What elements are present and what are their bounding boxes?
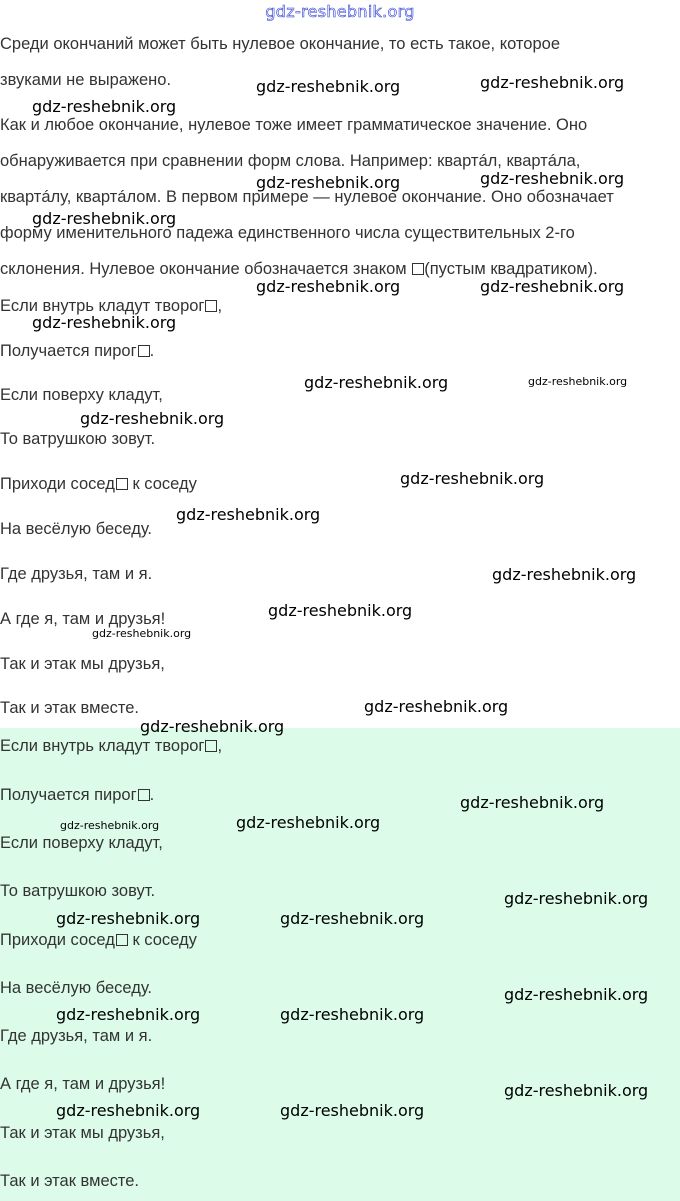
watermark-text: gdz-reshebnik.org: [268, 601, 413, 620]
poem-line: [0, 784, 154, 806]
poem-line-text: Если внутрь кладут творог: [0, 297, 205, 315]
poem-line: [0, 1170, 139, 1192]
null-ending-square-icon: [138, 789, 150, 801]
watermark-text: gdz-reshebnik.org: [56, 1101, 201, 1120]
watermark-text: gdz-reshebnik.org: [80, 409, 225, 428]
watermark-text: gdz-reshebnik.org: [60, 819, 160, 832]
intro-line: звуками не выражено.: [0, 71, 172, 89]
main-line: квартáлу, квартáлом. В первом примере — нулевое окончание. Оно обозначает: [0, 188, 614, 206]
intro-line: Среди окончаний может быть нулевое окончание, то есть такое, которое: [0, 35, 561, 53]
poem-line-after: к соседу: [127, 475, 197, 493]
poem-line: [0, 929, 197, 951]
poem-line-text: Где друзья, там и я.: [0, 565, 153, 583]
poem-line-text: То ватрушкою зовут.: [0, 882, 156, 900]
poem-line-after: ,: [217, 297, 223, 315]
watermark-text: gdz-reshebnik.org: [480, 169, 625, 188]
main-line: форму именительного падежа единственного числа существительных 2-го: [0, 224, 575, 242]
watermark-text: gdz-reshebnik.org: [92, 627, 192, 640]
poem-line: [0, 1122, 165, 1144]
poem-line-text: Если внутрь кладут творог: [0, 737, 205, 755]
watermark-text: gdz-reshebnik.org: [528, 375, 628, 388]
poem-line: [0, 977, 152, 999]
poem-line-text: А где я, там и друзья!: [0, 610, 166, 628]
watermark-text: gdz-reshebnik.org: [492, 565, 637, 584]
watermark-text: gdz-reshebnik.org: [256, 173, 401, 192]
null-ending-square-icon: [412, 263, 424, 275]
null-ending-square-icon: [205, 740, 217, 752]
poem-line: [0, 428, 155, 450]
main-paragraph: [0, 107, 680, 287]
poem-line-text: Если поверху кладут,: [0, 386, 163, 404]
watermark-text: gdz-reshebnik.org: [304, 373, 449, 392]
null-ending-square-icon: [205, 300, 217, 312]
watermark-text: gdz-reshebnik.org: [480, 73, 625, 92]
main-line: Как и любое окончание, нулевое тоже имеет грамматическое значение. Оно: [0, 116, 588, 134]
poem-line-text: Так и этак мы друзья,: [0, 1124, 165, 1142]
watermark-text: gdz-reshebnik.org: [32, 313, 177, 332]
watermark-text: gdz-reshebnik.org: [56, 1005, 201, 1024]
watermark-text: gdz-reshebnik.org: [480, 277, 625, 296]
watermark-text: gdz-reshebnik.org: [140, 717, 285, 736]
poem-line-text: На весёлую беседу.: [0, 520, 153, 538]
poem-line-text: Получается пирог: [0, 786, 137, 804]
watermark-text: gdz-reshebnik.org: [280, 1101, 425, 1120]
watermark-text: gdz-reshebnik.org: [256, 77, 401, 96]
poem-line-after: ,: [217, 737, 223, 755]
null-ending-square-icon: [116, 934, 128, 946]
watermark-text: gdz-reshebnik.org: [256, 277, 401, 296]
poem-line-text: Так и этак вместе.: [0, 699, 140, 717]
watermark-text: gdz-reshebnik.org: [460, 793, 605, 812]
main-line-tail: (пустым квадратиком).: [424, 260, 598, 278]
poem-line-text: Так и этак вместе.: [0, 1172, 140, 1190]
poem-line-text: Получается пирог: [0, 342, 137, 360]
watermark-text: gdz-reshebnik.org: [280, 1005, 425, 1024]
poem-line-text: Приходи сосед: [0, 475, 115, 493]
poem-line-after: к соседу: [127, 931, 197, 949]
null-ending-square-icon: [116, 478, 128, 490]
watermark-text: gdz-reshebnik.org: [364, 697, 509, 716]
poem-line: [0, 880, 155, 902]
poem-line: [0, 340, 154, 362]
watermark-text: gdz-reshebnik.org: [176, 505, 321, 524]
poem-line: [0, 653, 165, 675]
watermark-text: gdz-reshebnik.org: [32, 97, 177, 116]
watermark-text: gdz-reshebnik.org: [32, 209, 177, 228]
poem-line-text: То ватрушкою зовут.: [0, 430, 156, 448]
watermark-text: gdz-reshebnik.org: [504, 1081, 649, 1100]
poem-line: [0, 1025, 152, 1047]
poem-line-after: .: [149, 342, 155, 360]
poem-line-text: Приходи сосед: [0, 931, 115, 949]
poem-line-after: .: [149, 786, 155, 804]
watermark-text: gdz-reshebnik.org: [236, 813, 381, 832]
poem-line: [0, 563, 152, 585]
null-ending-square-icon: [138, 345, 150, 357]
poem-line-text: А где я, там и друзья!: [0, 1075, 166, 1093]
poem-line: [0, 697, 139, 719]
poem-line: [0, 384, 163, 406]
watermark-text: gdz-reshebnik.org: [504, 889, 649, 908]
poem-line: [0, 735, 222, 757]
header-watermark: gdz-reshebnik.org: [265, 2, 415, 21]
main-line: обнаруживается при сравнении форм слова. Например: квартáл, квартáла,: [0, 152, 581, 170]
poem-line: [0, 832, 163, 854]
main-line-text: склонения. Нулевое окончание обозначается знаком: [0, 260, 412, 278]
poem-line-text: Если поверху кладут,: [0, 834, 163, 852]
watermark-text: gdz-reshebnik.org: [280, 909, 425, 928]
poem-line: [0, 473, 197, 495]
poem-line: [0, 1073, 165, 1095]
poem-line-text: Так и этак мы друзья,: [0, 655, 165, 673]
poem-line: [0, 518, 152, 540]
poem-line-text: На весёлую беседу.: [0, 979, 153, 997]
watermark-text: gdz-reshebnik.org: [56, 909, 201, 928]
poem-line-text: Где друзья, там и я.: [0, 1027, 153, 1045]
watermark-text: gdz-reshebnik.org: [400, 469, 545, 488]
watermark-text: gdz-reshebnik.org: [504, 985, 649, 1004]
